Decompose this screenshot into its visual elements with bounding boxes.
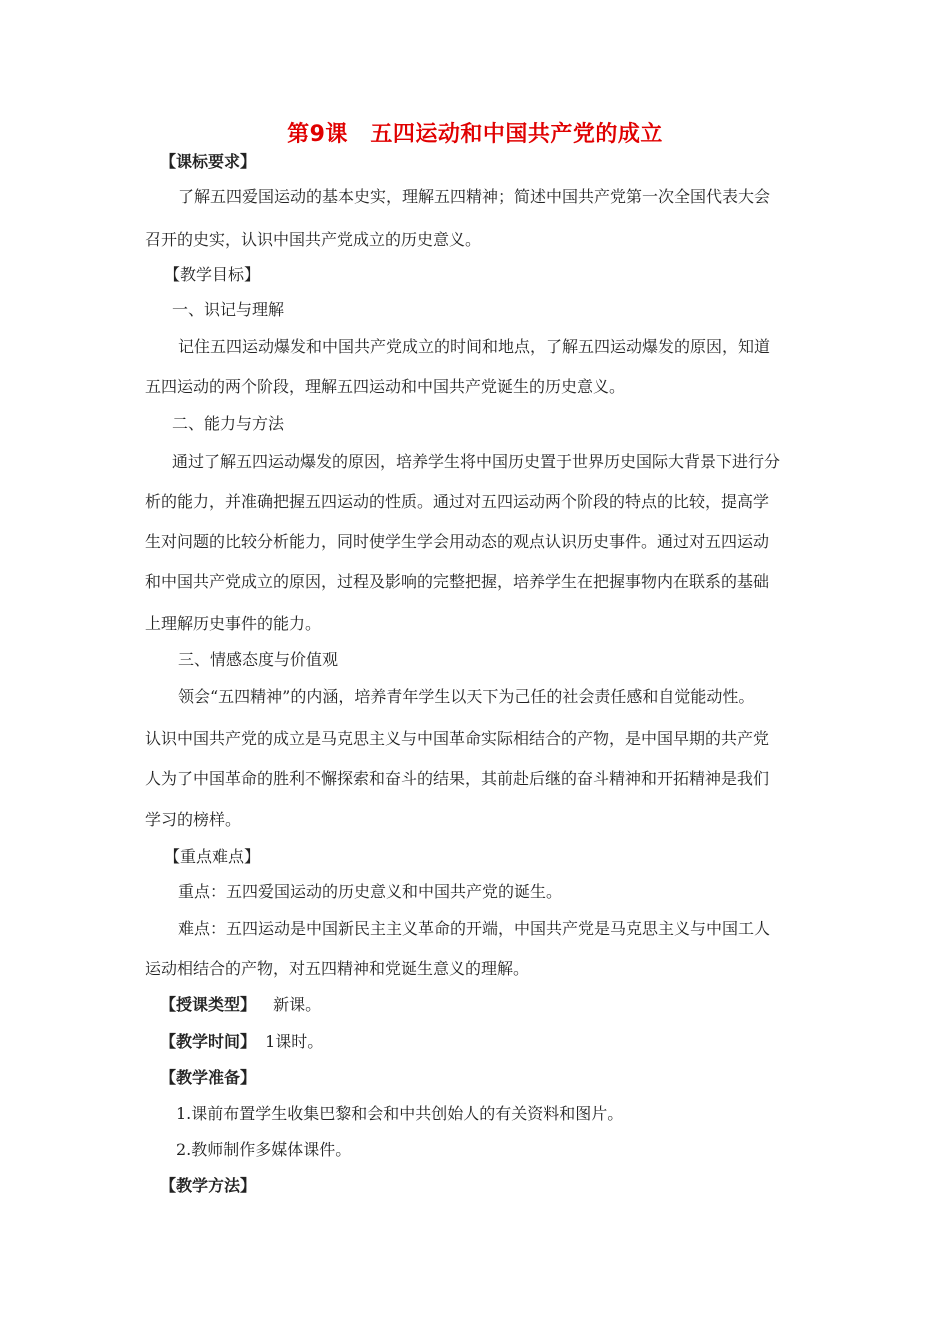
preparation-item-1: 1.课前布置学生收集巴黎和会和中共创始人的有关资料和图片。 xyxy=(176,1104,624,1123)
teaching-time-value: 1课时。 xyxy=(265,1032,324,1051)
curriculum-heading: 【课标要求】 xyxy=(160,152,257,171)
lesson-type-label: 【授课类型】 xyxy=(160,995,257,1014)
preparation-heading: 【教学准备】 xyxy=(160,1068,257,1087)
goal2-line-5: 上理解历史事件的能力。 xyxy=(145,614,322,633)
preparation-item-2: 2.教师制作多媒体课件。 xyxy=(176,1140,352,1159)
lesson-type-row xyxy=(160,993,820,1017)
goal3-line-3: 人为了中国革命的胜利不懈探索和奋斗的结果，其前赴后继的奋斗精神和开拓精神是我们 xyxy=(145,769,770,788)
goal2-line-1: 通过了解五四运动爆发的原因，培养学生将中国历史置于世界历史国际大背景下进行分 xyxy=(172,452,781,471)
curriculum-line-2: 召开的史实，认识中国共产党成立的历史意义。 xyxy=(145,230,482,249)
goal1-line-2: 五四运动的两个阶段，理解五四运动和中国共产党诞生的历史意义。 xyxy=(145,377,626,396)
lesson-title: 第9课 五四运动和中国共产党的成立 xyxy=(287,122,663,147)
key-heading: 【重点难点】 xyxy=(164,847,261,866)
goal3-line-2: 认识中国共产党的成立是马克思主义与中国革命实际相结合的产物，是中国早期的共产党 xyxy=(145,729,770,748)
lesson-type-value: 新课。 xyxy=(273,995,322,1014)
goal1-line-1: 记住五四运动爆发和中国共产党成立的时间和地点，了解五四运动爆发的原因，知道 xyxy=(178,337,771,356)
goal1-heading: 一、识记与理解 xyxy=(172,300,285,319)
goals-heading: 【教学目标】 xyxy=(164,265,261,284)
difficult-line-2: 运动相结合的产物，对五四精神和党诞生意义的理解。 xyxy=(145,959,530,978)
goal3-line-1: 领会“五四精神”的内涵，培养青年学生以天下为己任的社会责任感和自觉能动性。 xyxy=(178,687,755,706)
curriculum-line-1: 了解五四爱国运动的基本史实，理解五四精神；简述中国共产党第一次全国代表大会 xyxy=(178,187,771,206)
goal2-heading: 二、能力与方法 xyxy=(172,414,285,433)
goal2-line-2: 析的能力，并准确把握五四运动的性质。通过对五四运动两个阶段的特点的比较，提高学 xyxy=(145,492,770,511)
method-heading: 【教学方法】 xyxy=(160,1176,257,1195)
key-point: 重点：五四爱国运动的历史意义和中国共产党的诞生。 xyxy=(178,882,563,901)
teaching-time-label: 【教学时间】 xyxy=(160,1032,257,1051)
goal2-line-4: 和中国共产党成立的原因，过程及影响的完整把握，培养学生在把握事物内在联系的基础 xyxy=(145,572,770,591)
teaching-time-row xyxy=(160,1030,820,1054)
difficult-line-1: 难点：五四运动是中国新民主主义革命的开端，中国共产党是马克思主义与中国工人 xyxy=(178,919,771,938)
goal2-line-3: 生对问题的比较分析能力，同时使学生学会用动态的观点认识历史事件。通过对五四运动 xyxy=(145,532,770,551)
goal3-heading: 三、情感态度与价值观 xyxy=(178,650,339,669)
goal3-line-4: 学习的榜样。 xyxy=(145,810,242,829)
